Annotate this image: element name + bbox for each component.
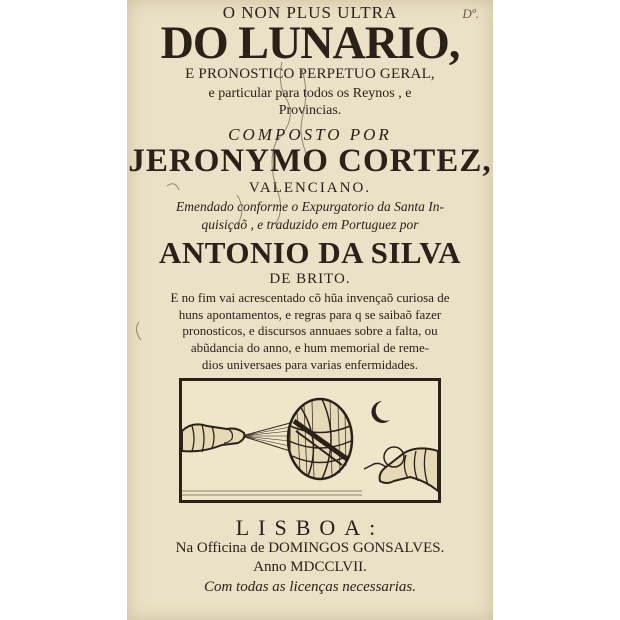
- title-line-1: O NON PLUS ULTRA: [222, 3, 398, 22]
- description-line-1: E no fim vai acrescentado cõ hũa invençaõ curiosa de: [170, 290, 450, 305]
- right-arm-icon: [364, 447, 438, 491]
- description-line-2: huns apontamentos, e regras para q se saibaõ fazer: [178, 307, 442, 322]
- subtitle: E PRONOSTICO PERPETUO GERAL,: [185, 66, 435, 82]
- imprint-license: Com todas as licenças necessarias.: [203, 579, 417, 595]
- corner-mark: Dº.: [462, 6, 479, 21]
- emended-line-1: Emendado conforme o Expurgatorio da Santa In-: [176, 199, 444, 214]
- imprint-year: Anno MDCCLVII.: [253, 559, 367, 575]
- title-page: [127, 0, 493, 620]
- imprint-printer: Na Officina de DOMINGOS GONSALVES.: [175, 540, 445, 556]
- composed-by: COMPOSTO POR: [228, 125, 392, 144]
- woodcut-illustration-icon: [182, 381, 438, 500]
- author-origin: VALENCIANO.: [248, 180, 372, 196]
- imprint-city: LISBOA:: [235, 515, 385, 540]
- description-line-4: abũdancia do anno, e hum memorial de reme-: [190, 340, 430, 355]
- translator-name-2: DE BRITO.: [269, 271, 351, 287]
- woodcut-illustration: [179, 378, 441, 503]
- emended-line-2: quisiçaõ , e traduzido em Portuguez por: [201, 217, 419, 232]
- translator-name: ANTONIO DA SILVA: [158, 235, 462, 270]
- description-line-3: pronosticos, e discursos annuaes sobre a falta, ou: [182, 323, 438, 338]
- left-arm-icon: [182, 424, 244, 500]
- globe-icon: [288, 399, 352, 479]
- description-line-5: dios universaes para varias enfermidades.: [201, 357, 419, 372]
- crescent-moon-icon: [371, 401, 390, 423]
- subtitle-line-2: e particular para todos os Reynos , e: [208, 86, 412, 101]
- subtitle-line-3: Provincias.: [278, 103, 342, 118]
- main-title: DO LUNARIO,: [160, 17, 460, 69]
- author-name: JERONYMO CORTEZ,: [128, 143, 492, 179]
